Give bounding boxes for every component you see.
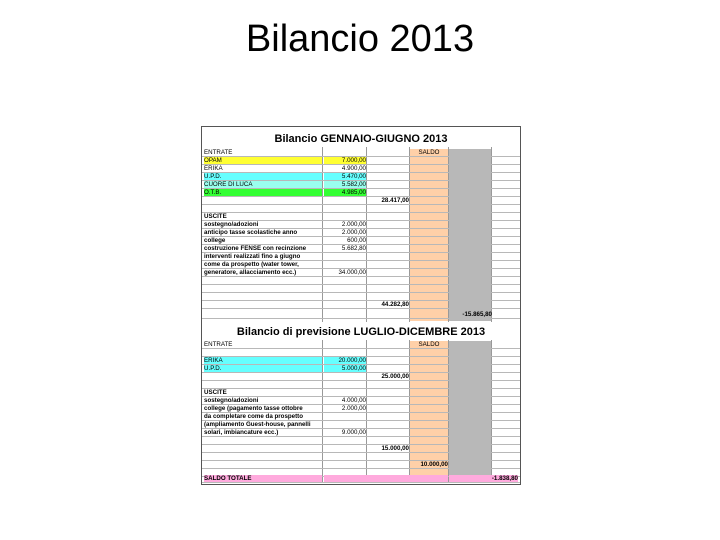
income-label: OPAM bbox=[204, 157, 322, 164]
table-row bbox=[202, 413, 520, 421]
spacer-row bbox=[202, 277, 520, 285]
header-row bbox=[202, 149, 520, 157]
expense-value bbox=[324, 421, 366, 428]
table-row bbox=[202, 165, 520, 173]
spacer-row bbox=[202, 293, 520, 301]
saldo-value: 10.000,00 bbox=[420, 461, 448, 468]
expense-label: costruzione FENSE con recinzione bbox=[204, 245, 307, 252]
table-row bbox=[202, 429, 520, 437]
income-label: U.P.D. bbox=[204, 173, 322, 180]
header-uscite: USCITE bbox=[204, 213, 227, 220]
expenses-total-row bbox=[202, 445, 520, 453]
section1-title: Bilancio GENNAIO-GIUGNO 2013 bbox=[274, 133, 448, 145]
income-value: 5.582,00 bbox=[324, 181, 366, 188]
income-label: ERIKA bbox=[204, 357, 322, 364]
expense-label: college (pagamento tasse ottobre bbox=[204, 405, 303, 412]
expense-value: 2.000,00 bbox=[341, 229, 366, 236]
table-row bbox=[202, 253, 520, 261]
table-row bbox=[202, 245, 520, 253]
spacer-row bbox=[202, 381, 520, 389]
expense-value: 9.000,00 bbox=[341, 429, 366, 436]
expenses-header-row bbox=[202, 389, 520, 397]
header-row bbox=[202, 341, 520, 349]
header-entrate: ENTRATE bbox=[204, 341, 233, 348]
expense-label: solari, imbiancature ecc.) bbox=[204, 429, 279, 436]
table-row bbox=[202, 357, 520, 365]
table-row bbox=[202, 157, 520, 165]
expense-value bbox=[324, 253, 366, 260]
table-row bbox=[202, 405, 520, 413]
spacer-row bbox=[202, 285, 520, 293]
expense-value: 4.000,00 bbox=[341, 397, 366, 404]
expense-label: sostegno/adozioni bbox=[204, 397, 259, 404]
expense-value: 2.000,00 bbox=[341, 405, 366, 412]
table-row bbox=[202, 181, 520, 189]
expense-label: interventi realizzati fino a giugno bbox=[204, 253, 301, 260]
income-total-row bbox=[202, 373, 520, 381]
income-label: CUORE DI LUCA bbox=[204, 181, 322, 188]
slide-title: Bilancio 2013 bbox=[245, 18, 475, 60]
table-row bbox=[202, 269, 520, 277]
income-total-row bbox=[202, 197, 520, 205]
header-entrate: ENTRATE bbox=[204, 149, 233, 156]
spacer-row bbox=[202, 349, 520, 357]
spacer-row bbox=[202, 437, 520, 445]
expense-value bbox=[324, 261, 366, 268]
expenses-total: 15.000,00 bbox=[381, 445, 409, 452]
expense-label: come da prospetto (water tower, bbox=[204, 261, 299, 268]
expense-label: anticipo tasse scolastiche anno bbox=[204, 229, 298, 236]
header-saldo: SALDO bbox=[418, 149, 440, 156]
expense-label: college bbox=[204, 237, 226, 244]
income-value: 7.000,00 bbox=[324, 157, 366, 164]
income-total: 25.000,00 bbox=[381, 373, 409, 380]
expenses-header-row bbox=[202, 213, 520, 221]
table-row bbox=[202, 173, 520, 181]
income-label: U.P.D. bbox=[204, 365, 322, 372]
income-value: 20.000,00 bbox=[324, 357, 366, 364]
expense-value: 600,00 bbox=[347, 237, 366, 244]
saldo-totale-fill bbox=[324, 475, 448, 482]
saldo-value: -15.865,80 bbox=[462, 311, 492, 318]
table-row bbox=[202, 237, 520, 245]
income-value: 5.470,00 bbox=[324, 173, 366, 180]
table-row bbox=[202, 229, 520, 237]
table-row bbox=[202, 421, 520, 429]
expense-value: 5.682,80 bbox=[341, 245, 366, 252]
header-saldo: SALDO bbox=[418, 341, 440, 348]
header-uscite: USCITE bbox=[204, 389, 227, 396]
expense-label: (ampliamento Guest-house, pannelli bbox=[204, 421, 311, 428]
expenses-total-row bbox=[202, 301, 520, 309]
income-value: 4.900,00 bbox=[341, 165, 366, 172]
expense-label: da completare come da prospetto bbox=[204, 413, 304, 420]
spreadsheet bbox=[201, 126, 521, 485]
expense-label: generatore, allacciamento ecc.) bbox=[204, 269, 297, 276]
table-row bbox=[202, 189, 520, 197]
saldo-row bbox=[202, 461, 520, 469]
income-value: 5.000,00 bbox=[324, 365, 366, 372]
income-total: 28.417,00 bbox=[381, 197, 409, 204]
income-label: O.T.B. bbox=[204, 189, 322, 196]
table-row bbox=[202, 221, 520, 229]
expense-value: 2.000,00 bbox=[341, 221, 366, 228]
expense-value: 34.000,00 bbox=[338, 269, 366, 276]
expense-label: sostegno/adozioni bbox=[204, 221, 259, 228]
table-row bbox=[202, 365, 520, 373]
saldo-totale-row bbox=[202, 475, 520, 483]
expense-value bbox=[324, 413, 366, 420]
saldo-row bbox=[202, 311, 520, 319]
table-row bbox=[202, 397, 520, 405]
expenses-total: 44.282,80 bbox=[381, 301, 409, 308]
spacer-row bbox=[202, 205, 520, 213]
table-row bbox=[202, 261, 520, 269]
section2-title: Bilancio di previsione LUGLIO-DICEMBRE 2013 bbox=[236, 326, 486, 338]
spacer-row bbox=[202, 453, 520, 461]
income-label: ERIKA bbox=[204, 165, 223, 172]
income-value: 4.985,00 bbox=[324, 189, 366, 196]
saldo-totale-value: -1.838,80 bbox=[449, 475, 518, 482]
saldo-totale-label: SALDO TOTALE bbox=[204, 475, 322, 482]
